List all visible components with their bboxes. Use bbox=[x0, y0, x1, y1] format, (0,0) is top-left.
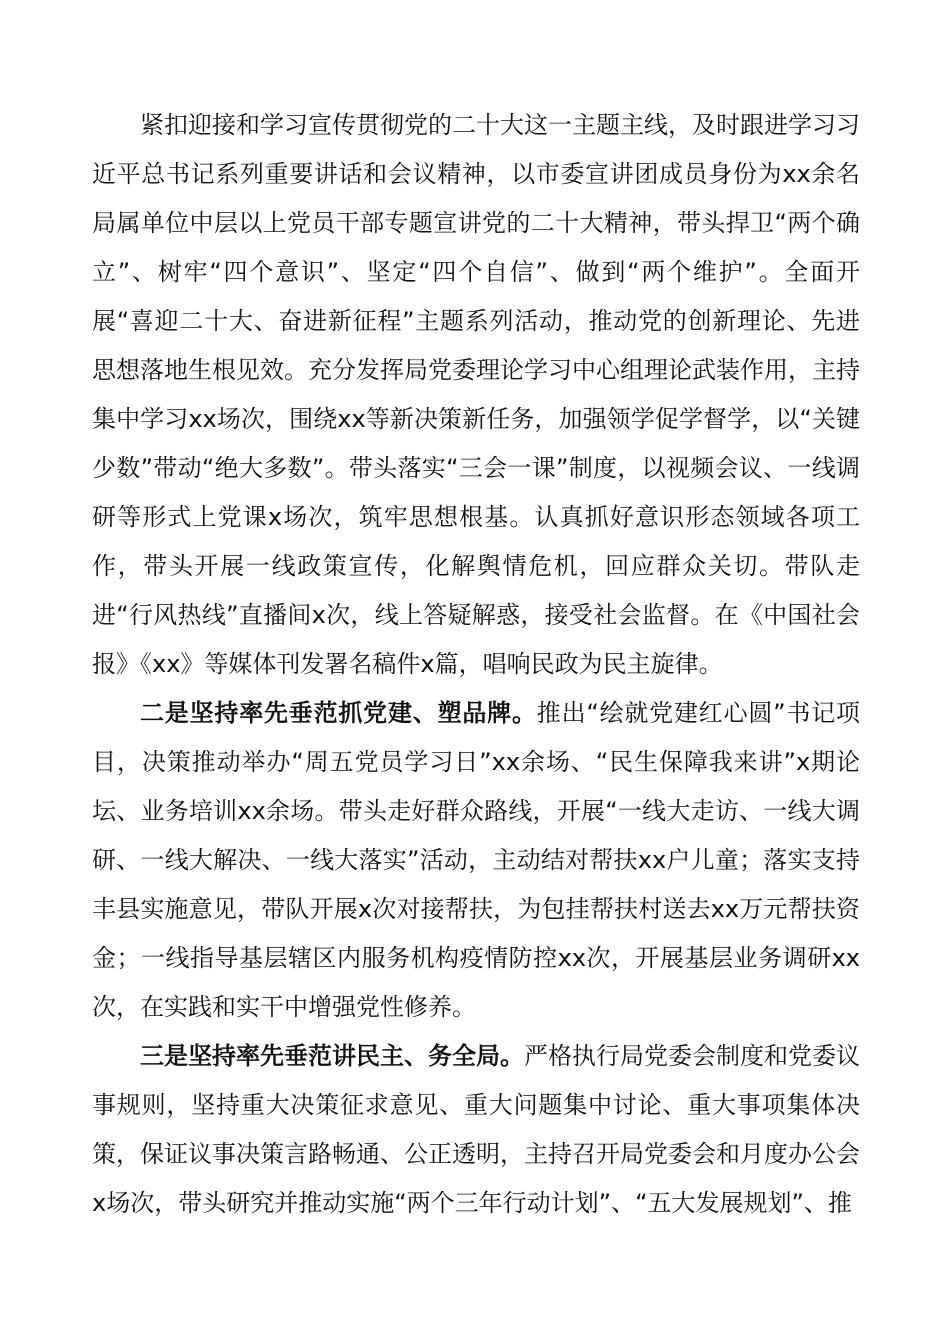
paragraph-1-text: 紧扣迎接和学习宣传贯彻党的二十大这一主题主线，及时跟进学习习近平总书记系列重要讲话和会议精神，以市委宣讲团成员身份为xx余名局属单位中层以上党员干部专题宣讲党的二十大精神，带头捍卫“两个确立”、树牢“四个意识”、坚定“四个自信”、做到“两个维护”。全面开展“喜迎二十大、奋进新征程”主题系列活动，推动党的创新理论、先进思想落地生根见效。充分发挥局党委理论学习中心组理论武装作用，主持集中学习xx场次，围绕xx等新决策新任务，加强领学促学督学，以“关键少数”带动“绝大多数”。带头落实“三会一课”制度，以视频会议、一线调研等形式上党课x场次，筑牢思想根基。认真抓好意识形态领域各项工作，带头开展一线政策宣传，化解舆情危机，回应群众关切。带队走进“行风热线”直播间x次，线上答疑解惑，接受社会监督。在《中国社会报》《xx》等媒体刊发署名稿件x篇，唱响民政为民主旋律。 bbox=[92, 111, 860, 678]
paragraph-3-lead: 三是坚持率先垂范讲民主、务全局。 bbox=[140, 1042, 524, 1070]
paragraph-2-lead: 二是坚持率先垂范抓党建、塑品牌。 bbox=[140, 699, 537, 727]
paragraph-2-text: 推出“绘就党建红心圆”书记项目，决策推动举办“周五党员学习日”xx余场、“民生保障我来讲”x期论坛、业务培训xx余场。带头走好群众路线，开展“一线大走访、一线大调研、一线大解决、一线大落实”活动，主动结对帮扶xx户儿童；落实支持丰县实施意见，带队开展x次对接帮扶，为包挂帮扶村送去xx万元帮扶资金；一线指导基层辖区内服务机构疫情防控xx次，开展基层业务调研xx次，在实践和实干中增强党性修养。 bbox=[92, 699, 860, 1021]
paragraph-1 bbox=[92, 101, 860, 689]
paragraph-2 bbox=[92, 689, 860, 1032]
document-body bbox=[92, 101, 860, 1228]
paragraph-3 bbox=[92, 1032, 860, 1228]
paragraph-3-text: 严格执行局党委会制度和党委议事规则，坚持重大决策征求意见、重大问题集中讨论、重大事项集体决策，保证议事决策言路畅通、公正透明，主持召开局党委会和月度办公会x场次，带头研究并推动实施“两个三年行动计划”、“五大发展规划”、推 bbox=[92, 1042, 860, 1217]
